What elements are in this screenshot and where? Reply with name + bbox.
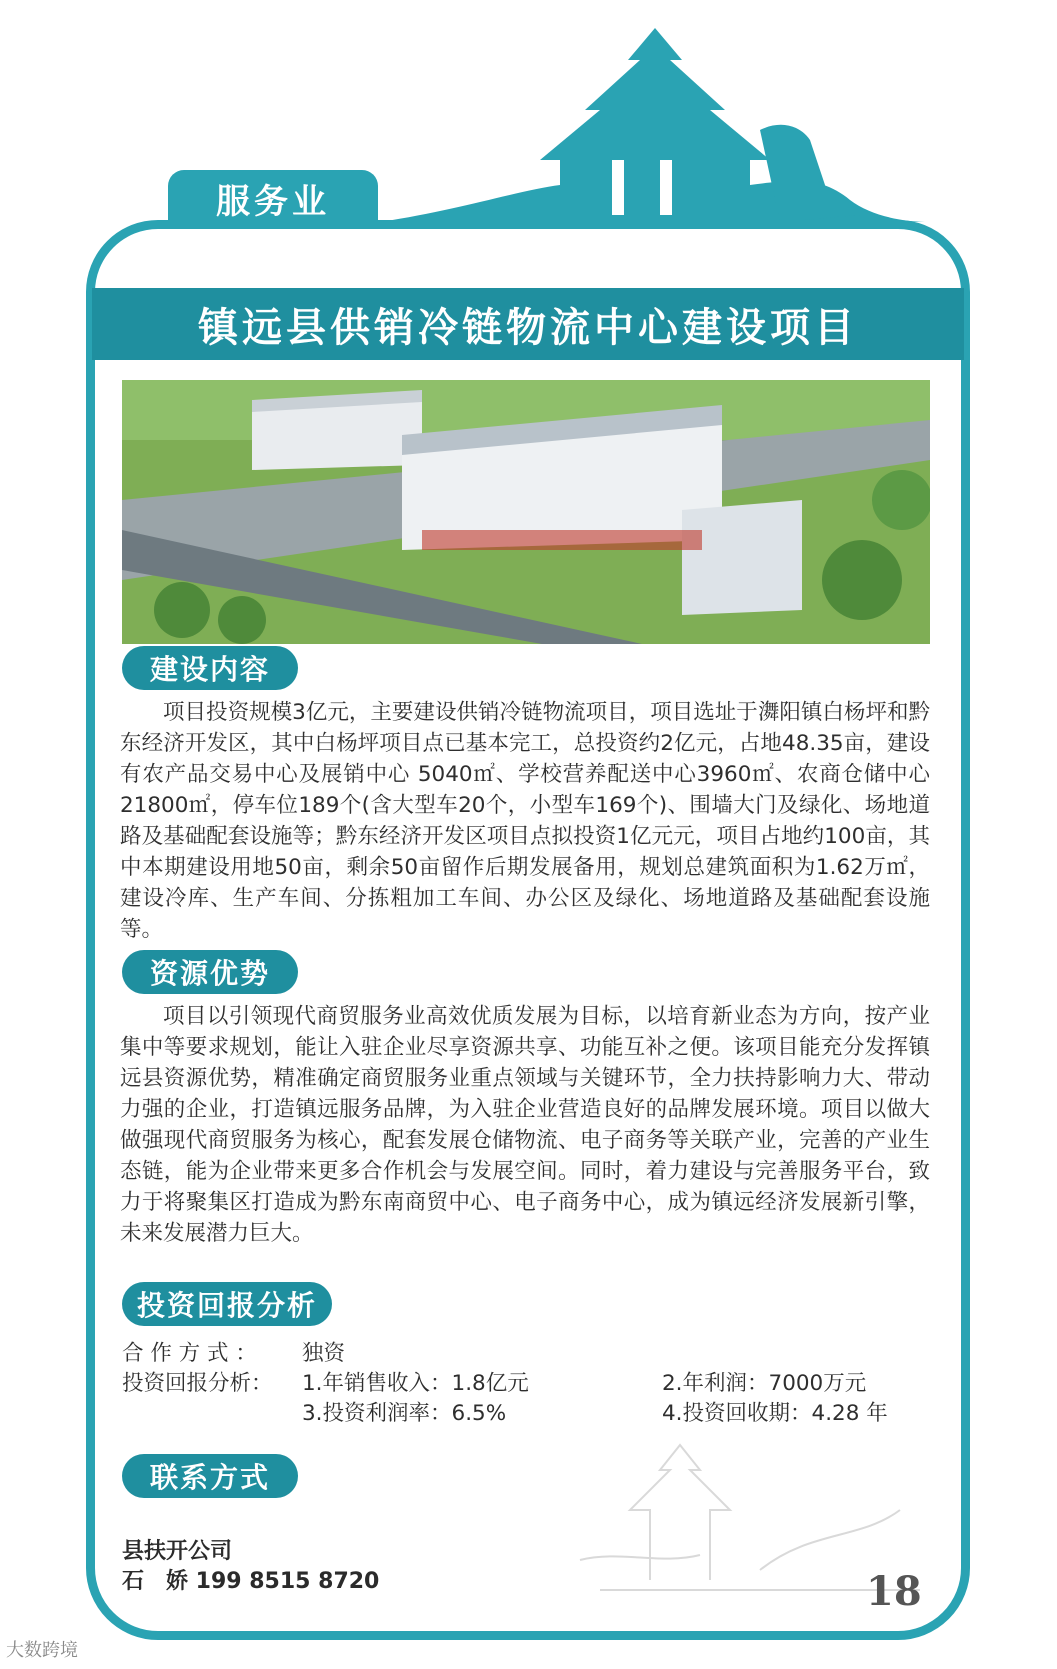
return-item-profit: 2.年利润：7000万元 xyxy=(662,1371,867,1396)
category-tab xyxy=(168,170,378,226)
return-item-sales: 1.年销售收入：1.8亿元 xyxy=(302,1371,529,1396)
category-label: 服务业 xyxy=(216,181,330,222)
contact-person-phone: 石 娇 199 8515 8720 xyxy=(122,1569,380,1594)
contact-org: 县扶开公司 xyxy=(122,1539,233,1564)
project-rendering-image xyxy=(122,380,930,644)
resources-heading: 资源优势 xyxy=(122,950,298,994)
cooperation-mode-value: 独资 xyxy=(302,1341,346,1366)
cooperation-mode-label: 合 作 方 式 ： xyxy=(122,1341,257,1366)
return-item-payback: 4.投资回收期：4.28 年 xyxy=(662,1401,888,1426)
construction-body: 项目投资规模3亿元，主要建设供销冷链物流项目，项目选址于㵲阳镇白杨坪和黔东经济开发区，其中白杨坪项目点已基本完工，总投资约2亿元，占地48.35亩，建设有农产品交易中心及展销中心 5040㎡、学校营养配送中心3960㎡、农商仓储中心 21800㎡，停车位189个(含大型车20个，小型车169个)、围墙大门及绿化、场地道路及基础配套设施等；黔东经济开发区项目点拟投资1亿元元，项目占地约100亩，其中本期建设用地50亩，剩余50亩留作后期发展备用，规划总建筑面积为1.62万㎡，建设冷库、生产车间、分拣粗加工车间、办公区及绿化、场地道路及基础配套设施等。 xyxy=(120,700,930,942)
contact-heading: 联系方式 xyxy=(122,1454,298,1498)
resources-body: 项目以引领现代商贸服务业高效优质发展为目标，以培育新业态为方向，按产业集中等要求规划，能让入驻企业尽享资源共享、功能互补之便。该项目能充分发挥镇远县资源优势，精准确定商贸服务业重点领域与关键环节，全力扶持影响力大、带动力强的企业，打造镇远服务品牌，为入驻企业营造良好的品牌发展环境。项目以做大做强现代商贸服务为核心，配套发展仓储物流、电子商务等关联产业，完善的产业生态链，能为企业带来更多合作机会与发展空间。同时，着力建设与完善服务平台，致力于将聚集区打造成为黔东南商贸中心、电子商务中心，成为镇远经济发展新引擎，未来发展潜力巨大。 xyxy=(120,1004,930,1246)
construction-heading: 建设内容 xyxy=(122,646,298,690)
returns-heading: 投资回报分析 xyxy=(122,1282,332,1326)
return-item-rate: 3.投资利润率：6.5% xyxy=(302,1401,507,1426)
watermark: 大数跨境 xyxy=(6,1640,78,1661)
return-analysis-label: 投资回报分析： xyxy=(122,1371,273,1396)
title-bar xyxy=(92,288,964,360)
page-title: 镇远县供销冷链物流中心建设项目 xyxy=(198,304,858,351)
page-number: 18 xyxy=(866,1568,922,1615)
